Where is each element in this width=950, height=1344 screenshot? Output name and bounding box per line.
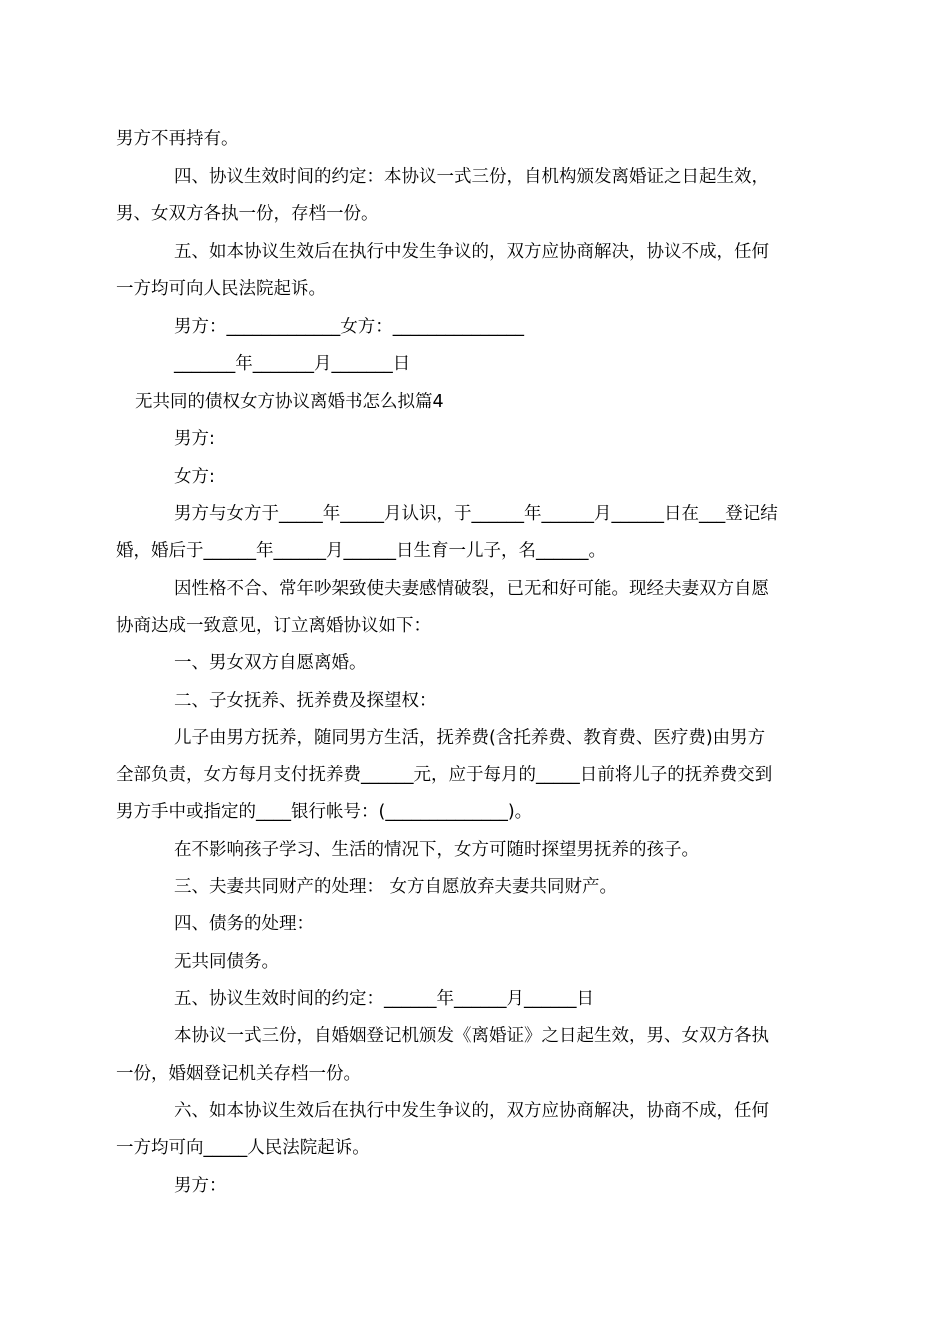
date-line: _______年_______月_______日 bbox=[174, 354, 411, 374]
paragraph-line: 男、女双方各执一份，存档一份。 bbox=[116, 204, 379, 224]
section-title: 无共同的债权女方协议离婚书怎么拟篇4 bbox=[135, 392, 444, 412]
paragraph-line: 一、男女双方自愿离婚。 bbox=[174, 653, 367, 673]
paragraph-line: 因性格不合、常年吵架致使夫妻感情破裂，已无和好可能。现经夫妻双方自愿 bbox=[174, 579, 769, 599]
paragraph-line: 协商达成一致意见，订立离婚协议如下： bbox=[116, 616, 431, 636]
paragraph-line: 儿子由男方抚养，随同男方生活，抚养费(含托养费、教育费、医疗费)由男方 bbox=[174, 728, 766, 748]
paragraph-line: 一份，婚姻登记机关存档一份。 bbox=[116, 1064, 361, 1084]
paragraph-line: 四、债务的处理： bbox=[174, 914, 314, 934]
paragraph-line: 男方与女方于_____年_____月认识，于______年______月______日在___登记结 bbox=[174, 504, 778, 524]
paragraph-line: 男方手中或指定的____银行帐号：(______________)。 bbox=[116, 802, 533, 822]
paragraph-line: 婚，婚后于______年______月______日生育一儿子，名______。 bbox=[116, 541, 606, 561]
paragraph-line: 二、子女抚养、抚养费及探望权： bbox=[174, 691, 437, 711]
paragraph-line: 本协议一式三份，自婚姻登记机颁发《离婚证》之日起生效，男、女双方各执 bbox=[174, 1026, 769, 1046]
signature-line: 男方：_____________女方：_______________ bbox=[174, 317, 524, 337]
paragraph-line: 无共同债务。 bbox=[174, 952, 279, 972]
paragraph-line: 五、如本协议生效后在执行中发生争议的，双方应协商解决，协议不成，任何 bbox=[174, 242, 769, 262]
paragraph-line: 在不影响孩子学习、生活的情况下，女方可随时探望男抚养的孩子。 bbox=[174, 840, 699, 860]
paragraph-line: 一方均可向人民法院起诉。 bbox=[116, 279, 326, 299]
signature-line: 男方： bbox=[174, 1176, 227, 1196]
paragraph-line: 全部负责，女方每月支付抚养费______元，应于每月的_____日前将儿子的抚养费交到 bbox=[116, 765, 773, 785]
paragraph-line: 三、夫妻共同财产的处理： 女方自愿放弃夫妻共同财产。 bbox=[174, 877, 618, 897]
paragraph-line: 四、协议生效时间的约定：本协议一式三份，自机构颁发离婚证之日起生效， bbox=[174, 167, 769, 187]
paragraph-line: 女方: bbox=[174, 467, 215, 487]
paragraph-line: 五、协议生效时间的约定：______年______月______日 bbox=[174, 989, 594, 1009]
paragraph-line: 男方不再持有。 bbox=[116, 129, 239, 149]
paragraph-line: 一方均可向_____人民法院起诉。 bbox=[116, 1138, 370, 1158]
paragraph-line: 男方: bbox=[174, 429, 215, 449]
paragraph-line: 六、如本协议生效后在执行中发生争议的，双方应协商解决，协商不成，任何 bbox=[174, 1101, 769, 1121]
